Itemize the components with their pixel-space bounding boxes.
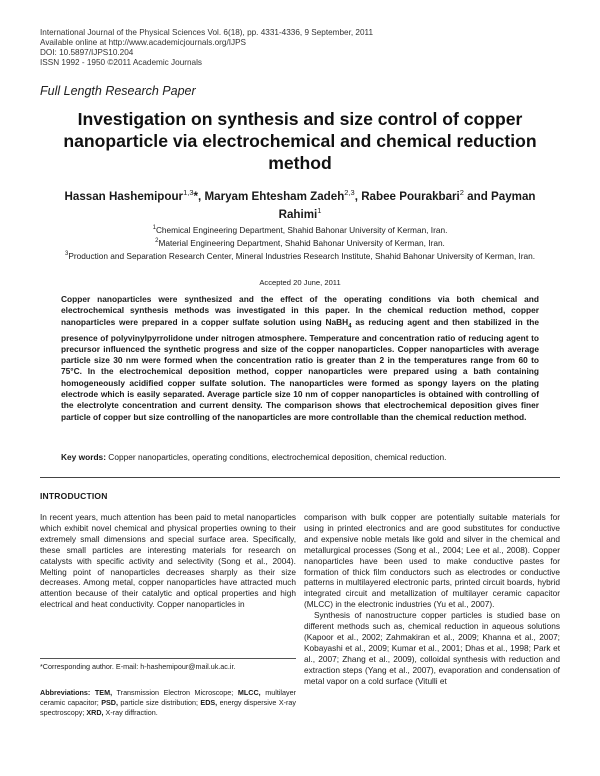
author-name: Payman Rahimi [278, 189, 536, 221]
abbreviation-definition: X-ray diffraction. [103, 708, 158, 717]
corresponding-mark: * [193, 189, 199, 203]
author-separator: and [463, 189, 492, 203]
abstract [61, 294, 539, 423]
abbreviation-term: TEM, [94, 688, 113, 697]
affiliation [40, 249, 560, 262]
abstract-text: Copper nanoparticles were synthesized and the effect of the operating conditions via both chemical and electrochemical synthesis methods was investigated in this paper. In the chemical reduction method, copper nanoparticles were prepared in a copper sulfate solution using NaBH [61, 294, 539, 327]
affiliation-marker: 1 [317, 205, 322, 215]
author-name: Rabee Pourakbari [361, 189, 460, 203]
affiliations [40, 223, 560, 261]
abbreviations-label: Abbreviations: [40, 688, 91, 697]
affiliation-marker: 2,3 [344, 188, 355, 197]
abstract-subscript: 4 [348, 323, 352, 330]
abbreviation-term: PSD, [101, 698, 118, 707]
abbreviation-definition: particle size distribution; [117, 698, 201, 707]
author-name: Hassan Hashemipour [64, 189, 184, 203]
affiliation-number: 3 [64, 250, 69, 257]
doi-line: DOI: 10.5897/IJPS10.204 [40, 48, 134, 57]
journal-citation-line: International Journal of the Physical Sciences Vol. 6(18), pp. 4331-4336, 9 September, 2011 [40, 28, 374, 37]
body-paragraph: In recent years, much attention has been paid to metal nanoparticles which exhibit novel chemical and physical properties owning to their extremely small dimensions and special surface area. Specifically, these small particles are interesting materials for research on catalysts with specific activity and selectivity (Song et al., 2004). Melting point of nanoparticles decreases sharply as their size decreases. Among metal, copper nanoparticles have attracted much attention because of their catalytic and optical properties and high electrical and heat conductivity. Copper nanoparticles in [40, 512, 296, 610]
author-separator: , [354, 189, 362, 203]
author-list [55, 186, 545, 222]
affiliation-marker: 1,3 [183, 188, 194, 197]
accepted-date: Accepted 20 June, 2011 [259, 278, 341, 287]
affiliation [40, 223, 560, 236]
affiliation [40, 236, 560, 249]
abbreviation-term: XRD, [86, 708, 104, 717]
body-paragraph: comparison with bulk copper are potentially suitable materials for using in printed electronics and are good substitutes for conductive and expensive noble metals like gold and silver in the chemical and metallurgical processes (Song et al., 2004; Lee et al., 2008). Copper nanoparticles have been used to make conductive pastes for formation of thick film conductors such as electrodes or conductive patterns in multilayered electronic parts, printed circuit boards, hybrid integrated circuit and metallization of multilayer ceramic capacitor (MLCC) in the electronic industries (Yu et al., 2007). [304, 512, 560, 610]
keywords-text: Copper nanoparticles, operating conditions, electrochemical deposition, chemical reduction. [105, 452, 447, 462]
online-availability-line: Available online at http://www.academicjournals.org/IJPS [40, 38, 247, 47]
abbreviation-definition: multilayer ceramic capacitor; [40, 688, 296, 707]
affiliation-text: Material Engineering Department, Shahid Bahonar University of Kerman, Iran. [158, 237, 445, 248]
abstract-text: as reducing agent and then stabilized in the presence of polyvinylpyrrolidone under nitrogen atmosphere. Temperature and concentration ratio of reducing agent to precursor influenced the synthetic progress and size of the copper nanoparticles. Copper nanoparticles with average particle size 30 nm were formed when the concentration ratio is greater than 2 in the temperatures range from 60 to 75°C. In the electrochemical deposition method, copper nanoparticles were prepared using a bath containing homogeneously acidified copper sulfate solution. The nanoparticles were formed as spongy layers on the plating electrode which is easily separated. Average particle size 10 nm of copper nanoparticles is obtained with controlling of the electrolyte concentration and current density. The comparison shows that electrochemical deposition gives finer particle of copper but size controlling of the nanoparticles are more controllable than the chemical reduction method. [61, 316, 539, 422]
section-divider [40, 477, 560, 478]
affiliation-text: Chemical Engineering Department, Shahid Bahonar University of Kerman, Iran. [155, 224, 448, 235]
introduction-heading: INTRODUCTION [40, 491, 108, 501]
author-name: Maryam Ehtesham Zadeh [204, 189, 345, 203]
abbreviations [40, 688, 296, 718]
corresponding-author-footnote: *Corresponding author. E-mail: h-hashemipour@mail.uk.ac.ir. [40, 662, 236, 671]
right-column [304, 512, 560, 687]
footnote-divider [40, 658, 296, 659]
abbreviation-definition: Transmission Electron Microscope; [112, 688, 238, 697]
affiliation-number: 2 [155, 237, 159, 244]
author-separator: , [198, 189, 205, 203]
affiliation-number: 1 [152, 225, 156, 231]
left-column [40, 512, 296, 610]
keywords-label: Key words: [61, 452, 106, 462]
abbreviation-term: EDS, [200, 698, 218, 707]
affiliation-marker: 2 [459, 188, 464, 197]
body-paragraph: Synthesis of nanostructure copper particles is studied base on different methods such as, chemical reduction in aqueous solutions (Kapoor et al., 2002; Zahmakiran et al., 2009; Khanna et al., 2007; Kobayashi et al., 2009; Kumar et al., 2001; Dhas et al., 1998; Park et al., 2007; Zhang et al., 2009), colloidal synthesis with reduction and extraction steps (Yang et al., 2007), evaporation and condensation of metal vapor on a cold surface (Vitulli et [304, 610, 560, 686]
paper-title: Investigation on synthesis and size control of copper nanoparticle via electrochemical and chemical reduction method [63, 109, 537, 173]
issn-line: ISSN 1992 - 1950 ©2011 Academic Journals [40, 58, 202, 67]
journal-header [40, 28, 373, 68]
paper-type: Full Length Research Paper [40, 84, 196, 98]
keywords [61, 452, 541, 462]
affiliation-text: Production and Separation Research Center, Mineral Industries Research Institute, Shahid Bahonar University of Kerman, Iran. [68, 250, 536, 261]
abbreviation-definition: energy dispersive X-ray spectroscopy; [40, 698, 296, 717]
abbreviation-term: MLCC, [237, 688, 261, 697]
